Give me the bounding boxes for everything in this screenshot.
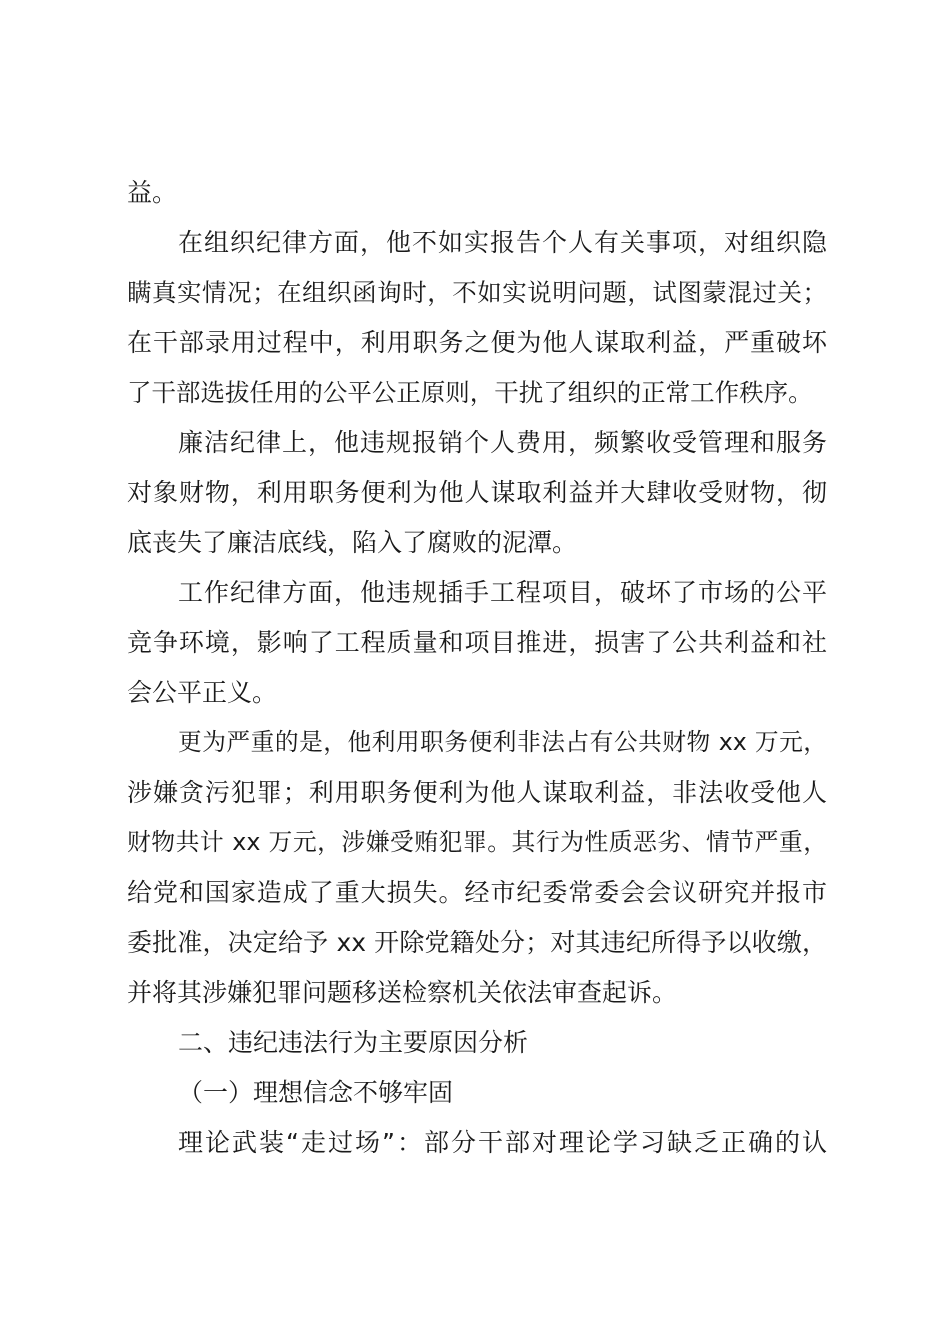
text-line: 理论武装“走过场”：部分干部对理论学习缺乏正确的认	[178, 1128, 827, 1157]
text-line: 对象财物，利用职务便利为他人谋取利益并大肆收受财物，彻	[127, 478, 827, 507]
section-heading: 二、违纪违法行为主要原因分析	[178, 1028, 529, 1057]
text-line: 并将其涉嫌犯罪问题移送检察机关依法审查起诉。	[127, 978, 678, 1007]
text-line: 给党和国家造成了重大损失。经市纪委常委会会议研究并报市	[127, 878, 827, 907]
text-line: 了干部选拔任用的公平公正原则，干扰了组织的正常工作秩序。	[127, 378, 813, 407]
text-line: 会公平正义。	[127, 678, 278, 707]
text-line: 在干部录用过程中，利用职务之便为他人谋取利益，严重破坏	[127, 328, 827, 357]
subsection-heading: （一）理想信念不够牢固	[178, 1078, 454, 1107]
text-line: 委批准，决定给予 xx 开除党籍处分；对其违纪所得予以收缴，	[127, 928, 827, 957]
text-line: 竞争环境，影响了工程质量和项目推进，损害了公共利益和社	[127, 628, 827, 657]
text-line: 底丧失了廉洁底线，陷入了腐败的泥潭。	[127, 528, 578, 557]
text-line: 财物共计 xx 万元，涉嫌受贿犯罪。其行为性质恶劣、情节严重，	[127, 828, 827, 856]
text-line: 更为严重的是，他利用职务便利非法占有公共财物 xx 万元，	[178, 728, 827, 756]
text-line: 廉洁纪律上，他违规报销个人费用，频繁收受管理和服务	[178, 428, 827, 457]
text-line: 瞒真实情况；在组织函询时，不如实说明问题，试图蒙混过关；	[127, 278, 827, 307]
text-line: 益。	[127, 178, 178, 207]
text-line: 工作纪律方面，他违规插手工程项目，破坏了市场的公平	[178, 578, 827, 607]
text-line: 在组织纪律方面，他不如实报告个人有关事项，对组织隐	[178, 228, 827, 257]
text-line: 涉嫌贪污犯罪；利用职务便利为他人谋取利益，非法收受他人	[127, 778, 827, 807]
